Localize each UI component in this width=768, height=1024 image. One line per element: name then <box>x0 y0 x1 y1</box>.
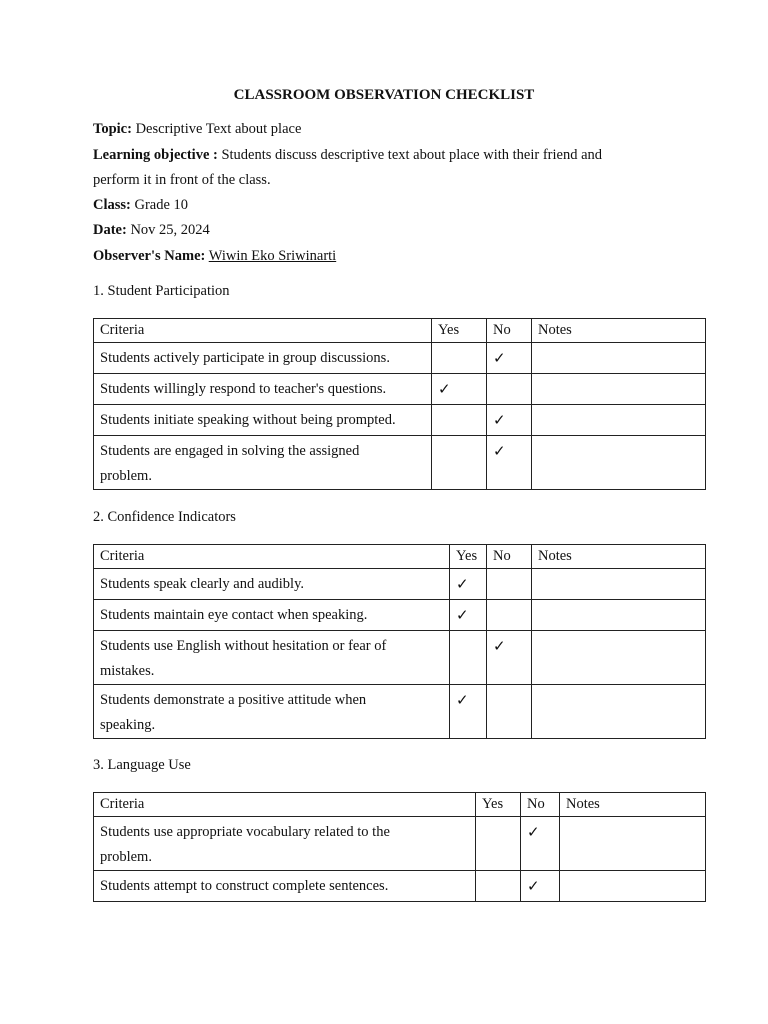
checkmark-icon: ✓ <box>493 637 506 655</box>
checkmark-icon: ✓ <box>527 823 540 841</box>
yes-cell[interactable] <box>450 631 487 685</box>
criteria-cell <box>94 343 432 374</box>
objective-line-2: perform it in front of the class. <box>93 172 271 188</box>
header-notes: Notes <box>532 545 706 569</box>
no-cell[interactable] <box>487 631 532 685</box>
table-row <box>94 374 706 405</box>
observer-value: Wiwin Eko Sriwinarti <box>208 248 337 264</box>
header-criteria: Criteria <box>94 319 432 343</box>
date-value: Nov 25, 2024 <box>130 222 210 238</box>
criteria-text: Students are engaged in solving the assigned <box>100 443 360 459</box>
checkmark-icon: ✓ <box>493 349 506 367</box>
notes-cell[interactable] <box>532 631 706 685</box>
checkmark-icon: ✓ <box>456 691 469 709</box>
criteria-text-line-2: problem. <box>100 849 152 865</box>
no-cell[interactable] <box>487 343 532 374</box>
checklist-table <box>93 544 706 739</box>
class-value: Grade 10 <box>134 197 189 213</box>
criteria-cell <box>94 600 450 631</box>
section-heading: 1. Student Participation <box>93 283 230 299</box>
notes-cell[interactable] <box>532 569 706 600</box>
objective-line <box>93 147 602 164</box>
notes-cell[interactable] <box>532 405 706 436</box>
header-criteria: Criteria <box>94 793 476 817</box>
criteria-text-line-2: speaking. <box>100 717 156 733</box>
criteria-text: Students attempt to construct complete sentences. <box>100 878 389 894</box>
criteria-cell <box>94 871 476 902</box>
yes-cell[interactable] <box>432 436 487 490</box>
checklist-table <box>93 792 706 902</box>
yes-cell[interactable] <box>432 374 487 405</box>
yes-cell[interactable] <box>450 600 487 631</box>
document-title: CLASSROOM OBSERVATION CHECKLIST <box>233 87 535 103</box>
date-line <box>93 222 210 239</box>
criteria-text: Students speak clearly and audibly. <box>100 576 305 592</box>
no-cell[interactable] <box>487 374 532 405</box>
criteria-text: Students actively participate in group discussions. <box>100 350 390 366</box>
notes-cell[interactable] <box>532 436 706 490</box>
table-row <box>94 685 706 739</box>
notes-cell[interactable] <box>560 871 706 902</box>
table-row <box>94 871 706 902</box>
criteria-cell <box>94 569 450 600</box>
header-criteria: Criteria <box>94 545 450 569</box>
class-label: Class: <box>93 197 131 213</box>
header-yes: Yes <box>476 793 521 817</box>
no-cell[interactable] <box>487 569 532 600</box>
no-cell[interactable] <box>521 871 560 902</box>
observer-line <box>93 248 336 265</box>
table-row <box>94 600 706 631</box>
yes-cell[interactable] <box>432 343 487 374</box>
notes-cell[interactable] <box>532 685 706 739</box>
header-no: No <box>487 319 532 343</box>
no-cell[interactable] <box>487 436 532 490</box>
criteria-text-line-2: problem. <box>100 468 152 484</box>
no-cell[interactable] <box>487 600 532 631</box>
class-line <box>93 197 188 214</box>
yes-cell[interactable] <box>476 817 521 871</box>
criteria-text: Students demonstrate a positive attitude when <box>100 692 367 708</box>
criteria-text: Students maintain eye contact when speaking. <box>100 607 368 623</box>
section-heading: 2. Confidence Indicators <box>93 509 236 525</box>
topic-line <box>93 121 301 138</box>
date-label: Date: <box>93 222 127 238</box>
topic-value: Descriptive Text about place <box>135 121 302 137</box>
yes-cell[interactable] <box>450 685 487 739</box>
criteria-cell <box>94 436 432 490</box>
no-cell[interactable] <box>487 685 532 739</box>
criteria-cell <box>94 631 450 685</box>
no-cell[interactable] <box>487 405 532 436</box>
checkmark-icon: ✓ <box>493 442 506 460</box>
table-row <box>94 569 706 600</box>
header-yes: Yes <box>432 319 487 343</box>
criteria-cell <box>94 374 432 405</box>
criteria-cell <box>94 817 476 871</box>
header-no: No <box>521 793 560 817</box>
notes-cell[interactable] <box>532 343 706 374</box>
notes-cell[interactable] <box>532 374 706 405</box>
criteria-text-line-2: mistakes. <box>100 663 155 679</box>
observer-label: Observer's Name: <box>93 248 206 264</box>
checkmark-icon: ✓ <box>493 411 506 429</box>
objective-label: Learning objective : <box>93 147 218 163</box>
notes-cell[interactable] <box>560 817 706 871</box>
table-header-row <box>94 793 706 817</box>
table-row <box>94 405 706 436</box>
header-notes: Notes <box>560 793 706 817</box>
table-row <box>94 817 706 871</box>
criteria-text: Students use English without hesitation or fear of <box>100 638 387 654</box>
header-no: No <box>487 545 532 569</box>
notes-cell[interactable] <box>532 600 706 631</box>
checkmark-icon: ✓ <box>456 575 469 593</box>
table-row <box>94 631 706 685</box>
criteria-cell <box>94 685 450 739</box>
header-yes: Yes <box>450 545 487 569</box>
table-header-row <box>94 545 706 569</box>
yes-cell[interactable] <box>450 569 487 600</box>
criteria-text: Students willingly respond to teacher's questions. <box>100 381 387 397</box>
checkmark-icon: ✓ <box>438 380 451 398</box>
criteria-cell <box>94 405 432 436</box>
header-notes: Notes <box>532 319 706 343</box>
table-header-row <box>94 319 706 343</box>
no-cell[interactable] <box>521 817 560 871</box>
checkmark-icon: ✓ <box>527 877 540 895</box>
section-heading: 3. Language Use <box>93 757 191 773</box>
yes-cell[interactable] <box>476 871 521 902</box>
table-row <box>94 343 706 374</box>
checkmark-icon: ✓ <box>456 606 469 624</box>
criteria-text: Students use appropriate vocabulary related to the <box>100 824 390 840</box>
objective-value: Students discuss descriptive text about place with their friend and <box>221 147 603 163</box>
criteria-text: Students initiate speaking without being prompted. <box>100 412 396 428</box>
topic-label: Topic: <box>93 121 132 137</box>
checklist-table <box>93 318 706 490</box>
yes-cell[interactable] <box>432 405 487 436</box>
table-row <box>94 436 706 490</box>
